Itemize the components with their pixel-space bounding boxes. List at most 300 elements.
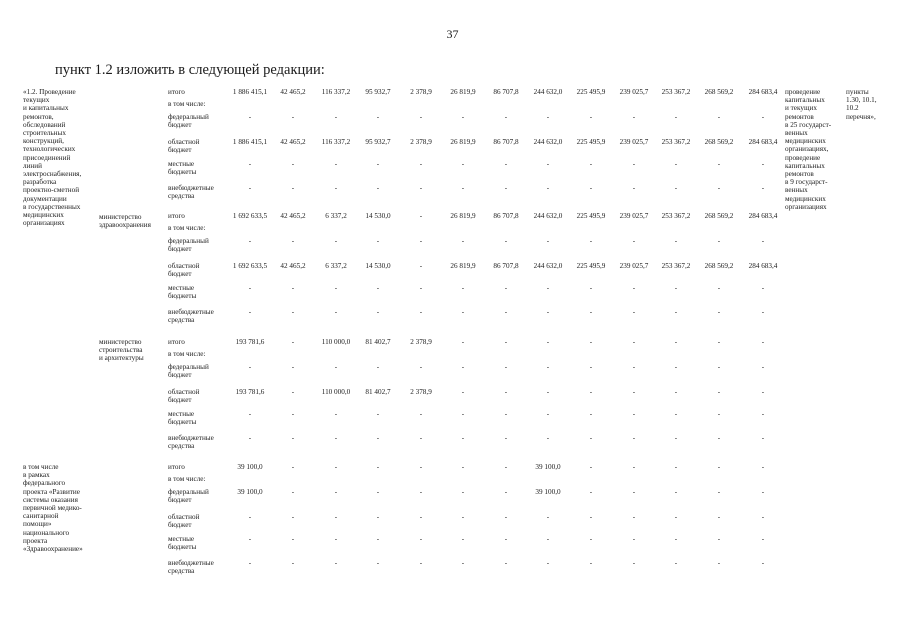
funding-value: - [632, 184, 636, 192]
funding-value: - [376, 308, 380, 316]
funding-value: 268 569,2 [704, 212, 734, 220]
funding-value: 225 495,9 [576, 262, 606, 270]
funding-value: - [419, 488, 423, 496]
expected-result-line: венных [785, 129, 808, 137]
funding-value: - [546, 535, 550, 543]
funding-value: - [504, 184, 508, 192]
funding-value: 39 100,0 [535, 488, 561, 496]
funding-value: - [248, 559, 252, 567]
funding-value: - [376, 160, 380, 168]
funding-source-label: областной [168, 388, 200, 396]
expected-result-line: венных [785, 186, 808, 195]
funding-value: - [248, 410, 252, 418]
subproject-name-line: в рамках [23, 471, 50, 480]
funding-value: - [717, 535, 721, 543]
funding-value: - [761, 363, 765, 371]
subproject-name-line: проекта «Развитие [23, 487, 80, 496]
funding-value: 26 819,9 [450, 212, 476, 220]
expected-result-line: проведение [785, 88, 821, 96]
funding-source-label: итого [168, 212, 185, 220]
funding-value: - [546, 338, 550, 346]
funding-value: - [717, 513, 721, 521]
expected-result-line: капитальных [785, 161, 825, 170]
funding-value: - [291, 410, 295, 418]
funding-value: 268 569,2 [704, 138, 734, 146]
funding-value: 225 495,9 [576, 88, 606, 96]
funding-value: - [717, 184, 721, 192]
funding-value: - [632, 363, 636, 371]
funding-value: - [291, 237, 295, 245]
funding-value: - [504, 410, 508, 418]
funding-value: - [419, 535, 423, 543]
funding-value: - [376, 463, 380, 471]
funding-value: - [761, 388, 765, 396]
page-number: 37 [446, 27, 459, 41]
funding-value: 268 569,2 [704, 262, 734, 270]
funding-value: 253 367,2 [661, 212, 691, 220]
funding-source-label: в том числе: [168, 100, 206, 108]
executor-health-line: министерство [99, 213, 142, 221]
measure-name-line: линий [23, 161, 42, 170]
subproject-name-line: федерального [23, 479, 66, 488]
funding-value: - [546, 113, 550, 121]
funding-value: 2 378,9 [410, 388, 432, 396]
funding-source-label: бюджет [168, 371, 192, 380]
funding-value: 253 367,2 [661, 88, 691, 96]
measure-name-line: технологических [23, 145, 76, 154]
funding-value: - [717, 410, 721, 418]
funding-value: - [461, 488, 465, 496]
funding-value: 284 683,4 [748, 262, 778, 270]
funding-value: 110 000,0 [321, 388, 351, 396]
funding-value: - [717, 388, 721, 396]
funding-value: 225 495,9 [576, 138, 606, 146]
funding-value: - [419, 262, 423, 270]
subproject-name-line: системы оказания [23, 495, 78, 504]
funding-value: - [632, 308, 636, 316]
funding-value: - [334, 284, 338, 292]
expected-result-line: капитальных [785, 96, 825, 105]
funding-value: - [546, 284, 550, 292]
indicator-reference-line: 10.2 [846, 104, 859, 113]
funding-value: 268 569,2 [704, 88, 734, 96]
funding-value: - [674, 113, 678, 121]
indicator-reference-line: 1.30, 10.1, [846, 96, 877, 105]
measure-name-line: ремонтов, [23, 112, 54, 121]
funding-value: - [546, 308, 550, 316]
measure-name-line: конструкций, [23, 137, 64, 146]
funding-value: - [589, 363, 593, 371]
funding-value: 2 378,9 [410, 338, 432, 346]
funding-value: - [761, 513, 765, 521]
expected-result-line: медицинских [785, 137, 826, 146]
funding-value: - [632, 434, 636, 442]
funding-value: - [674, 237, 678, 245]
funding-value: - [546, 160, 550, 168]
funding-value: - [632, 237, 636, 245]
funding-source-label: бюджеты [168, 292, 197, 301]
funding-value: 193 781,6 [235, 388, 265, 396]
funding-source-label: бюджет [168, 121, 192, 130]
funding-value: - [761, 463, 765, 471]
funding-value: - [761, 535, 765, 543]
funding-value: - [589, 113, 593, 121]
funding-value: - [461, 513, 465, 521]
funding-value: - [461, 338, 465, 346]
funding-value: - [717, 363, 721, 371]
funding-value: 42 465,2 [280, 262, 306, 270]
funding-value: - [291, 488, 295, 496]
funding-value: - [334, 237, 338, 245]
funding-value: - [717, 434, 721, 442]
funding-value: - [504, 284, 508, 292]
executor-construction-line: строительства [99, 346, 143, 355]
funding-source-label: внебюджетные [168, 434, 214, 442]
funding-value: - [504, 535, 508, 543]
funding-value: - [589, 184, 593, 192]
funding-value: - [376, 434, 380, 442]
funding-value: - [589, 463, 593, 471]
measure-name-line: строительных [23, 129, 66, 137]
funding-source-label: бюджет [168, 396, 192, 405]
funding-source-label: областной [168, 138, 200, 146]
funding-value: 239 025,7 [619, 88, 649, 96]
funding-value: - [291, 535, 295, 543]
funding-value: - [717, 284, 721, 292]
funding-value: 193 781,6 [235, 338, 265, 346]
funding-value: 2 378,9 [410, 138, 432, 146]
funding-value: - [632, 338, 636, 346]
expected-result-line: организациях [785, 202, 827, 211]
funding-value: - [334, 488, 338, 496]
funding-value: - [589, 338, 593, 346]
funding-value: - [504, 363, 508, 371]
expected-result-line: в 25 государст- [785, 120, 832, 129]
funding-value: 110 000,0 [321, 338, 351, 346]
funding-value: 244 632,0 [533, 262, 563, 270]
funding-value: - [334, 535, 338, 543]
funding-value: - [461, 160, 465, 168]
funding-value: - [504, 160, 508, 168]
funding-source-label: бюджет [168, 146, 192, 155]
funding-value: - [717, 308, 721, 316]
funding-value: - [546, 184, 550, 192]
indicator-reference-line: пункты [846, 88, 869, 96]
funding-value: - [504, 513, 508, 521]
funding-value: - [334, 513, 338, 521]
funding-value: - [291, 308, 295, 316]
funding-value: - [504, 113, 508, 121]
funding-value: - [632, 160, 636, 168]
expected-result-line: организациях, [785, 145, 829, 154]
funding-source-label: бюджеты [168, 543, 197, 552]
funding-value: - [546, 559, 550, 567]
expected-result-line: в 9 государст- [785, 178, 828, 187]
subproject-name-line: санитарной [23, 512, 59, 521]
funding-value: - [674, 535, 678, 543]
funding-value: - [334, 363, 338, 371]
funding-value: - [291, 363, 295, 371]
funding-source-label: внебюджетные [168, 308, 214, 316]
funding-source-label: бюджет [168, 496, 192, 505]
funding-value: 6 337,2 [325, 212, 347, 220]
funding-value: - [376, 113, 380, 121]
funding-value: - [589, 434, 593, 442]
funding-value: - [291, 463, 295, 471]
funding-value: - [419, 308, 423, 316]
funding-source-label: средства [168, 192, 195, 201]
funding-value: - [546, 434, 550, 442]
funding-value: - [334, 113, 338, 121]
funding-value: - [632, 535, 636, 543]
funding-value: - [291, 284, 295, 292]
funding-source-label: бюджет [168, 521, 192, 530]
funding-value: - [504, 559, 508, 567]
funding-value: - [717, 488, 721, 496]
funding-source-label: местные [168, 410, 195, 418]
funding-value: 39 100,0 [237, 488, 263, 496]
funding-value: - [761, 488, 765, 496]
funding-value: - [761, 410, 765, 418]
funding-value: - [248, 113, 252, 121]
funding-value: 14 530,0 [365, 212, 391, 220]
funding-source-label: итого [168, 338, 185, 346]
funding-value: - [674, 160, 678, 168]
funding-value: 1 692 633,5 [232, 262, 268, 270]
funding-value: 26 819,9 [450, 88, 476, 96]
funding-value: - [376, 410, 380, 418]
expected-result-line: ремонтов [785, 112, 814, 121]
funding-value: - [419, 160, 423, 168]
funding-value: - [589, 535, 593, 543]
funding-value: 244 632,0 [533, 212, 563, 220]
funding-value: - [461, 388, 465, 396]
funding-value: - [461, 237, 465, 245]
expected-result-line: проведение [785, 153, 821, 162]
funding-value: - [674, 363, 678, 371]
funding-value: - [674, 284, 678, 292]
funding-value: - [674, 184, 678, 192]
funding-value: - [674, 338, 678, 346]
funding-value: 116 337,2 [321, 138, 351, 146]
funding-source-label: бюджет [168, 270, 192, 279]
funding-value: - [632, 559, 636, 567]
funding-source-label: в том числе: [168, 350, 206, 358]
funding-value: 1 886 415,1 [232, 88, 268, 96]
funding-value: - [248, 363, 252, 371]
funding-value: 253 367,2 [661, 262, 691, 270]
funding-source-label: федеральный [168, 237, 209, 245]
funding-value: - [419, 559, 423, 567]
measure-name-line: присоединений [23, 153, 71, 162]
funding-value: - [546, 410, 550, 418]
funding-value: - [461, 113, 465, 121]
funding-value: - [504, 463, 508, 471]
funding-source-label: федеральный [168, 488, 209, 496]
funding-value: - [291, 513, 295, 521]
funding-value: - [334, 160, 338, 168]
funding-value: 239 025,7 [619, 212, 649, 220]
funding-value: - [674, 513, 678, 521]
funding-value: - [761, 237, 765, 245]
funding-value: - [461, 184, 465, 192]
funding-value: - [419, 237, 423, 245]
funding-value: - [717, 113, 721, 121]
funding-value: 86 707,8 [493, 88, 519, 96]
funding-value: - [717, 463, 721, 471]
measure-name-line: документации [23, 194, 67, 203]
executor-health-line: здравоохранения [99, 221, 151, 230]
funding-value: 116 337,2 [321, 88, 351, 96]
funding-value: - [504, 434, 508, 442]
funding-value: 244 632,0 [533, 138, 563, 146]
funding-value: 244 632,0 [533, 88, 563, 96]
funding-source-label: федеральный [168, 363, 209, 371]
funding-value: - [376, 363, 380, 371]
funding-value: - [632, 284, 636, 292]
measure-name-line: электроснабжения, [23, 170, 82, 178]
funding-value: - [504, 308, 508, 316]
funding-value: - [461, 559, 465, 567]
funding-value: - [761, 559, 765, 567]
expected-result-line: медицинских [785, 194, 826, 203]
funding-value: - [674, 559, 678, 567]
funding-value: - [674, 488, 678, 496]
funding-value: 2 378,9 [410, 88, 432, 96]
funding-value: - [376, 513, 380, 521]
funding-value: - [334, 559, 338, 567]
funding-value: - [761, 113, 765, 121]
funding-source-label: внебюджетные [168, 559, 214, 567]
funding-value: 284 683,4 [748, 212, 778, 220]
funding-value: 284 683,4 [748, 88, 778, 96]
funding-value: - [334, 410, 338, 418]
funding-value: - [674, 308, 678, 316]
funding-value: - [376, 284, 380, 292]
funding-value: - [717, 237, 721, 245]
funding-value: - [589, 488, 593, 496]
funding-value: - [376, 237, 380, 245]
funding-value: - [291, 113, 295, 121]
funding-value: - [589, 237, 593, 245]
expected-result-line: и текущих [785, 104, 817, 113]
subproject-name-line: в том числе [23, 463, 59, 471]
funding-value: 26 819,9 [450, 138, 476, 146]
funding-value: - [419, 284, 423, 292]
funding-value: - [632, 463, 636, 471]
funding-source-label: внебюджетные [168, 184, 214, 192]
funding-value: - [291, 160, 295, 168]
measure-name-line: в государственных [23, 202, 81, 211]
funding-source-label: итого [168, 463, 185, 471]
funding-source-label: итого [168, 88, 185, 96]
executor-construction-line: и архитектуры [99, 354, 144, 363]
indicator-reference-line: перечня», [846, 112, 876, 121]
funding-source-label: областной [168, 262, 200, 270]
funding-value: - [674, 410, 678, 418]
funding-value: - [419, 113, 423, 121]
funding-value: 14 530,0 [365, 262, 391, 270]
funding-value: - [546, 363, 550, 371]
subproject-name-line: национального [23, 528, 70, 537]
funding-value: - [248, 535, 252, 543]
funding-value: - [461, 463, 465, 471]
funding-source-label: в том числе: [168, 224, 206, 232]
funding-value: - [632, 113, 636, 121]
funding-value: - [248, 513, 252, 521]
funding-value: 81 402,7 [365, 388, 391, 396]
funding-value: - [674, 463, 678, 471]
funding-value: - [376, 559, 380, 567]
funding-source-label: бюджеты [168, 418, 197, 427]
funding-value: 42 465,2 [280, 212, 306, 220]
funding-source-label: местные [168, 284, 195, 292]
funding-value: - [461, 308, 465, 316]
funding-value: - [589, 559, 593, 567]
funding-value: - [248, 184, 252, 192]
funding-value: 86 707,8 [493, 212, 519, 220]
funding-value: 1 886 415,1 [232, 138, 268, 146]
funding-value: - [419, 434, 423, 442]
funding-value: - [632, 410, 636, 418]
funding-value: 1 692 633,5 [232, 212, 268, 220]
funding-value: - [761, 284, 765, 292]
funding-value: - [589, 160, 593, 168]
funding-value: - [589, 388, 593, 396]
funding-value: - [546, 237, 550, 245]
funding-value: 42 465,2 [280, 138, 306, 146]
measure-name-line: проектно-сметной [23, 186, 80, 195]
funding-value: - [589, 308, 593, 316]
funding-value: 39 100,0 [237, 463, 263, 471]
subproject-name-line: первичной медико- [23, 504, 82, 512]
funding-value: - [761, 434, 765, 442]
funding-value: 239 025,7 [619, 262, 649, 270]
funding-value: - [291, 388, 295, 396]
funding-value: 26 819,9 [450, 262, 476, 270]
funding-value: - [632, 388, 636, 396]
funding-value: - [376, 488, 380, 496]
funding-source-label: бюджет [168, 245, 192, 254]
funding-value: - [674, 388, 678, 396]
funding-value: 6 337,2 [325, 262, 347, 270]
funding-value: - [291, 434, 295, 442]
funding-value: - [717, 338, 721, 346]
funding-value: - [248, 284, 252, 292]
funding-value: 86 707,8 [493, 138, 519, 146]
expected-result-line: ремонтов [785, 170, 814, 178]
funding-value: 225 495,9 [576, 212, 606, 220]
funding-value: - [291, 559, 295, 567]
funding-value: - [632, 488, 636, 496]
funding-source-label: средства [168, 442, 195, 451]
subproject-name-line: проекта [23, 536, 48, 545]
funding-value: - [334, 308, 338, 316]
funding-source-label: областной [168, 513, 200, 521]
funding-value: - [248, 308, 252, 316]
funding-value: 253 367,2 [661, 138, 691, 146]
funding-value: - [717, 559, 721, 567]
funding-value: 239 025,7 [619, 138, 649, 146]
funding-value: - [419, 463, 423, 471]
funding-source-label: федеральный [168, 113, 209, 121]
funding-value: - [674, 434, 678, 442]
funding-value: 86 707,8 [493, 262, 519, 270]
amendment-heading: пункт 1.2 изложить в следующей редакции: [55, 62, 325, 78]
funding-value: - [761, 308, 765, 316]
funding-value: - [461, 535, 465, 543]
funding-value: - [589, 513, 593, 521]
